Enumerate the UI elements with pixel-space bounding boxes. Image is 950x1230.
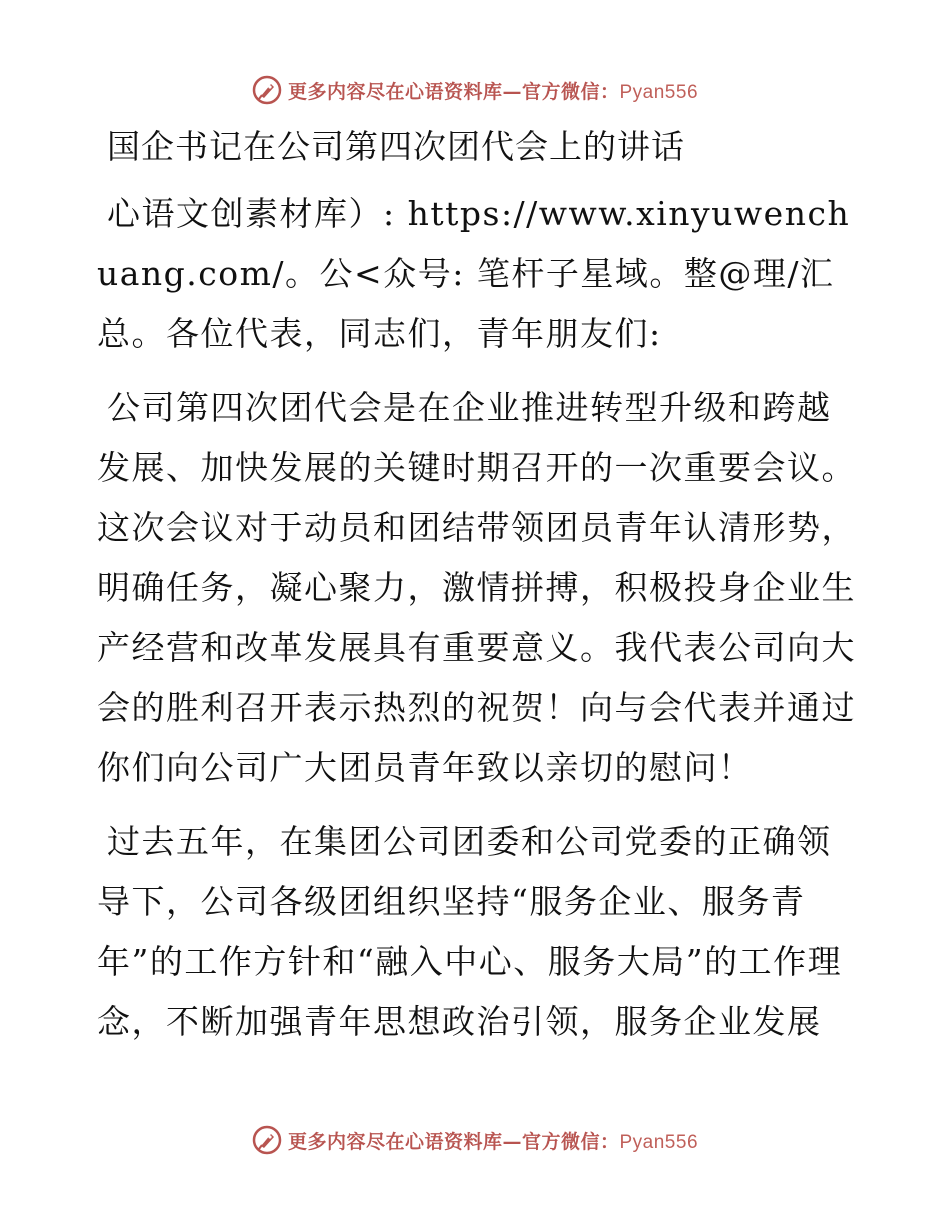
paragraph: 过去五年，在集团公司团委和公司党委的正确领导下，公司各级团组织坚持“服务企业、服务青年”的工作方针和“融入中心、服务大局”的工作理念，不断加强青年思想政治引领，服务企业发展: [97, 822, 843, 1041]
document-title: 国企书记在公司第四次团代会上的讲话: [107, 127, 685, 166]
paragraph: 心语文创素材库）: https://www.xinyuwenchuang.com/。公<众号: 笔杆子星域。整@理/汇总。各位代表，同志们，青年朋友们:: [97, 194, 851, 353]
banner-text: 更多内容尽在心语资料库—官方微信：Pyan556: [287, 1130, 699, 1153]
banner-wechat-handle: Pyan556: [619, 1131, 699, 1153]
paragraph: 公司第四次团代会是在企业推进转型升级和跨越发展、加快发展的关键时期召开的一次重要会议。这次会议对于动员和团结带领团员青年认清形势，明确任务，凝心聚力，激情拼搏，积极投身企业生产经营和改革发展具有重要意义。我代表公司向大会的胜利召开表示热烈的祝贺！向与会代表并通过你们向公司广大团员青年致以亲切的慰问！: [97, 388, 856, 787]
pen-nib-logo-icon: [252, 75, 282, 105]
header-watermark-banner: [0, 70, 950, 110]
banner-wechat-handle: Pyan556: [619, 81, 699, 103]
banner-text: 更多内容尽在心语资料库—官方微信：Pyan556: [287, 80, 699, 103]
document-body: [97, 118, 857, 1066]
footer-watermark-banner: [0, 1120, 950, 1160]
pen-nib-logo-icon: [252, 1125, 282, 1155]
